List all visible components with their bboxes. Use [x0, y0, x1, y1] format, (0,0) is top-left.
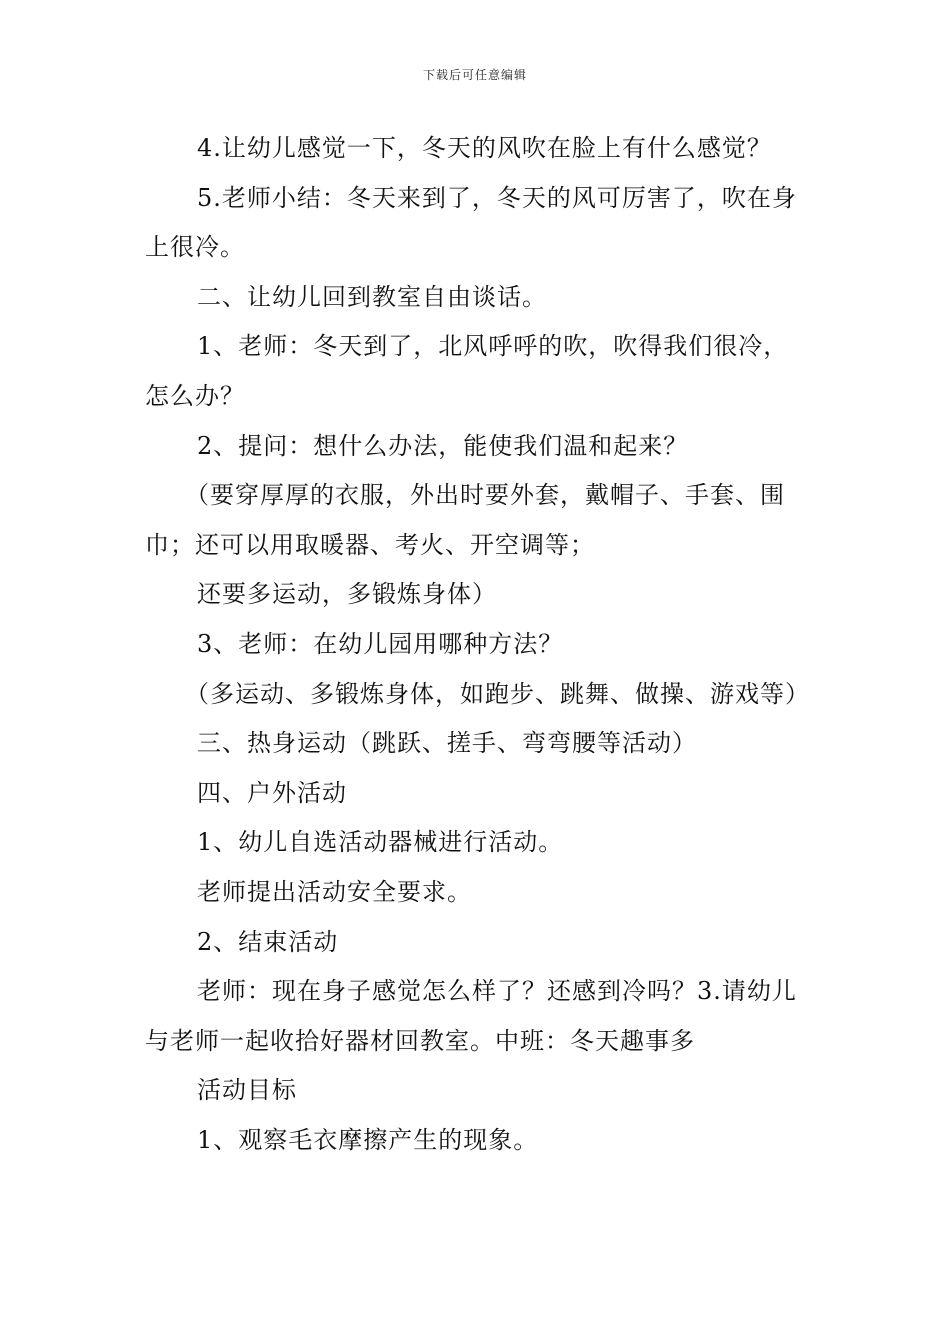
paragraph: 1、老师：冬天到了，北风呼呼的吹，吹得我们很冷，怎么办？: [145, 332, 789, 410]
paragraph: 3、老师：在幼儿园用哪种方法？: [197, 629, 564, 658]
document-body: [145, 124, 810, 1165]
paragraph: 老师提出活动安全要求。: [197, 877, 472, 906]
paragraph: 4.让幼儿感觉一下，冬天的风吹在脸上有什么感觉？: [197, 134, 772, 162]
paragraph: 1、观察毛衣摩擦产生的现象。: [197, 1125, 539, 1154]
page-header-note: 下载后可任意编辑: [422, 68, 527, 82]
paragraph: 1、幼儿自选活动器械进行活动。: [197, 828, 564, 857]
paragraph: 2、结束活动: [197, 927, 339, 956]
section-heading: 活动目标: [197, 1076, 297, 1105]
paragraph: （多运动、多锻炼身体，如跑步、跳舞、做操、游戏等）: [185, 679, 810, 708]
paragraph: 5.老师小结：冬天来到了，冬天的风可厉害了，吹在身上很冷。: [145, 183, 797, 262]
paragraph: 还要多运动，多锻炼身体）: [197, 580, 497, 609]
paragraph: 老师：现在身子感觉怎么样了？还感到冷吗？3.请幼儿与老师一起收拾好器材回教室。中班：冬天趣事多: [145, 977, 797, 1055]
paragraph: （要穿厚厚的衣服，外出时要外套，戴帽子、手套、围巾；还可以用取暖器、考火、开空调等；: [145, 481, 785, 559]
section-heading: 三、热身运动（跳跃、搓手、弯弯腰等活动）: [197, 729, 697, 758]
section-heading: 四、户外活动: [197, 778, 347, 807]
paragraph: 2、提问：想什么办法，能使我们温和起来？: [197, 431, 689, 460]
section-heading: 二、让幼儿回到教室自由谈话。: [197, 282, 547, 311]
